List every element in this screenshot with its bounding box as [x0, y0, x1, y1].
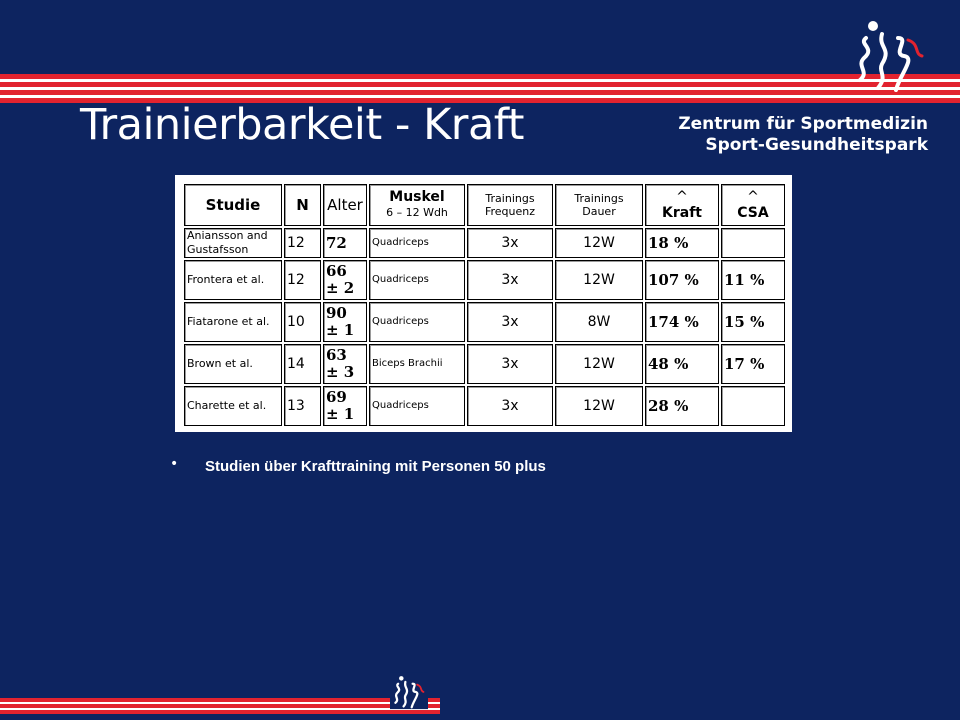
cell-age-sd: ± 2 [326, 279, 355, 297]
header-strength-caret: ^ [676, 189, 688, 205]
cell-muscle: Quadriceps [369, 302, 465, 342]
cell-duration: 12W [555, 260, 643, 300]
cell-age [323, 302, 367, 342]
runner-logo-small-icon [390, 670, 428, 712]
table-row [184, 228, 785, 258]
header-muscle-line2: 6 – 12 Wdh [386, 206, 448, 219]
table-row [184, 302, 785, 342]
cell-csa [721, 386, 785, 426]
cell-frequency: 3x [467, 302, 553, 342]
cell-n: 10 [284, 302, 321, 342]
cell-age [323, 386, 367, 426]
table-header-row [184, 184, 785, 226]
cell-csa: 17 % [721, 344, 785, 384]
cell-age [323, 260, 367, 300]
org-line-2: Sport-Gesundheitspark [705, 135, 928, 155]
cell-age-mean: 66 [326, 262, 347, 280]
header-duration-line2: Dauer [582, 205, 616, 218]
header-csa-caret: ^ [747, 189, 759, 205]
header-n: N [284, 184, 321, 226]
cell-muscle: Biceps Brachii [369, 344, 465, 384]
cell-age-mean: 63 [326, 346, 347, 364]
header-muscle [369, 184, 465, 226]
header-muscle-line1: Muskel [389, 189, 445, 205]
cell-strength: 48 % [645, 344, 719, 384]
cell-duration: 12W [555, 386, 643, 426]
header-age: Alter [323, 184, 367, 226]
cell-strength: 107 % [645, 260, 719, 300]
cell-strength: 174 % [645, 302, 719, 342]
org-line-1: Zentrum für Sportmedizin [678, 114, 928, 134]
header-study: Studie [184, 184, 282, 226]
header-frequency-line2: Frequenz [484, 205, 536, 218]
cell-frequency: 3x [467, 228, 553, 258]
slide-title: Trainierbarkeit - Kraft [80, 100, 525, 150]
header-strength [645, 184, 719, 226]
cell-study: Brown et al. [184, 344, 282, 384]
table-row [184, 386, 785, 426]
table-row [184, 344, 785, 384]
cell-strength: 28 % [645, 386, 719, 426]
cell-age-sd: ± 1 [326, 405, 355, 423]
cell-csa: 15 % [721, 302, 785, 342]
header-duration-line1: Trainings [574, 192, 624, 205]
cell-age [323, 228, 367, 258]
cell-age-sd: ± 3 [326, 363, 355, 381]
cell-muscle: Quadriceps [369, 228, 465, 258]
cell-age-sd: ± 1 [326, 321, 355, 339]
cell-strength: 18 % [645, 228, 719, 258]
footer-stripes [0, 698, 440, 714]
cell-age-mean: 90 [326, 304, 347, 322]
cell-age-mean: 72 [326, 233, 347, 252]
cell-age-mean: 69 [326, 388, 347, 406]
cell-age [323, 344, 367, 384]
cell-study: Aniansson and Gustafsson [184, 228, 282, 258]
cell-duration: 8W [555, 302, 643, 342]
header-duration [555, 184, 643, 226]
cell-study: Charette et al. [184, 386, 282, 426]
cell-study: Fiatarone et al. [184, 302, 282, 342]
table-row [184, 260, 785, 300]
header-strength-label: Kraft [662, 205, 702, 221]
cell-n: 13 [284, 386, 321, 426]
cell-frequency: 3x [467, 260, 553, 300]
cell-duration: 12W [555, 344, 643, 384]
cell-frequency: 3x [467, 344, 553, 384]
cell-study: Frontera et al. [184, 260, 282, 300]
header-csa [721, 184, 785, 226]
header-csa-label: CSA [737, 205, 769, 221]
bullet-symbol: • [170, 456, 179, 472]
cell-csa [721, 228, 785, 258]
header-frequency-line1: Trainings [485, 192, 535, 205]
study-table [182, 182, 787, 428]
cell-muscle: Quadriceps [369, 386, 465, 426]
cell-n: 12 [284, 228, 321, 258]
cell-muscle: Quadriceps [369, 260, 465, 300]
cell-frequency: 3x [467, 386, 553, 426]
cell-csa: 11 % [721, 260, 785, 300]
study-table-panel [175, 175, 792, 432]
cell-n: 12 [284, 260, 321, 300]
bullet-text: Studien über Krafttraining mit Personen 50 plus [205, 458, 546, 475]
cell-duration: 12W [555, 228, 643, 258]
header-frequency [467, 184, 553, 226]
org-name [666, 114, 928, 156]
cell-n: 14 [284, 344, 321, 384]
runner-logo-icon [848, 14, 932, 94]
